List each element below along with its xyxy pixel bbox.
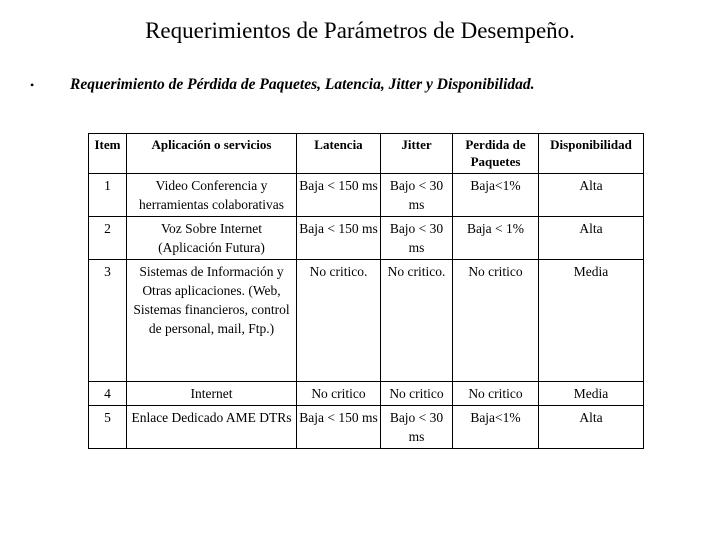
table-row (89, 260, 644, 382)
cell-jitter: No critico. (381, 260, 453, 382)
cell-availability: Alta (539, 217, 644, 260)
cell-jitter: Bajo < 30 ms (381, 406, 453, 449)
table-row (89, 382, 644, 406)
cell-latency: Baja < 150 ms (297, 217, 381, 260)
cell-latency: No critico. (297, 260, 381, 382)
cell-packet-loss: Baja < 1% (453, 217, 539, 260)
cell-application: Video Conferencia y herramientas colaborativas (127, 174, 297, 217)
table-row (89, 217, 644, 260)
cell-application: Enlace Dedicado AME DTRs (127, 406, 297, 449)
slide-title: Requerimientos de Parámetros de Desempeño. (145, 18, 575, 43)
cell-packet-loss: Baja<1% (453, 174, 539, 217)
header-jitter: Jitter (381, 134, 453, 174)
header-availability: Disponibilidad (539, 134, 644, 174)
cell-item: 4 (89, 382, 127, 406)
header-latency: Latencia (297, 134, 381, 174)
cell-item: 5 (89, 406, 127, 449)
cell-latency: No critico (297, 382, 381, 406)
cell-item: 1 (89, 174, 127, 217)
table-header-row (89, 134, 644, 174)
header-packet-loss: Perdida de Paquetes (453, 134, 539, 174)
cell-jitter: Bajo < 30 ms (381, 217, 453, 260)
table-row (89, 174, 644, 217)
bullet-item (30, 76, 710, 94)
cell-packet-loss: No critico (453, 260, 539, 382)
requirements-table (88, 133, 644, 449)
cell-latency: Baja < 150 ms (297, 406, 381, 449)
bullet-text: Requerimiento de Pérdida de Paquetes, Latencia, Jitter y Disponibilidad. (70, 76, 535, 93)
cell-item: 2 (89, 217, 127, 260)
cell-application: Voz Sobre Internet (Aplicación Futura) (127, 217, 297, 260)
cell-item: 3 (89, 260, 127, 382)
header-application: Aplicación o servicios (127, 134, 297, 174)
cell-application: Internet (127, 382, 297, 406)
cell-latency: Baja < 150 ms (297, 174, 381, 217)
table-row (89, 406, 644, 449)
cell-availability: Media (539, 382, 644, 406)
bullet-icon: • (30, 78, 35, 92)
cell-availability: Media (539, 260, 644, 382)
cell-application: Sistemas de Información y Otras aplicaciones. (Web, Sistemas financieros, control de personal, mail, Ftp.) (127, 260, 297, 382)
cell-jitter: No critico (381, 382, 453, 406)
cell-jitter: Bajo < 30 ms (381, 174, 453, 217)
cell-availability: Alta (539, 406, 644, 449)
header-item: Item (89, 134, 127, 174)
cell-availability: Alta (539, 174, 644, 217)
cell-packet-loss: Baja<1% (453, 406, 539, 449)
cell-packet-loss: No critico (453, 382, 539, 406)
